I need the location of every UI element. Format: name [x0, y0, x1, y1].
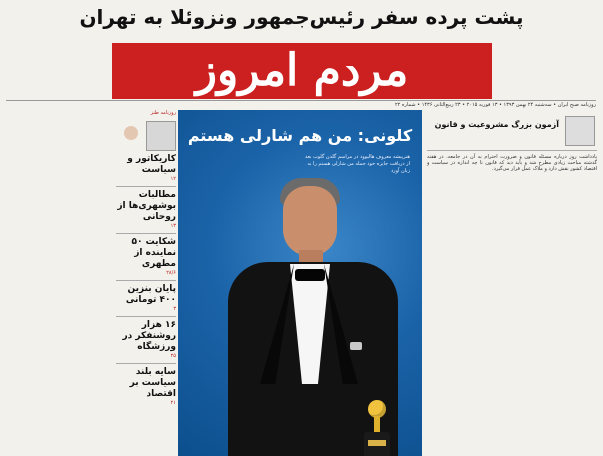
portrait-face — [124, 126, 138, 140]
left-section-label: روزنامه طنز — [150, 110, 176, 116]
masthead — [112, 43, 492, 99]
left-divider — [116, 186, 176, 187]
left-item — [116, 154, 176, 183]
left-item-title-0: کاریکاتور و سیاست — [127, 154, 176, 175]
left-divider — [116, 316, 176, 317]
left-item-kicker-0: ۱۲ — [170, 176, 176, 182]
left-item-title-3: پایان بنزین ۴۰۰ تومانی — [125, 284, 176, 305]
left-item-title-5: سایه بلند سیاست بر اقتصاد — [129, 367, 176, 399]
left-column — [116, 110, 176, 456]
left-item — [116, 284, 176, 313]
left-item-title-2: شکایت ۵۰ نماینده از مطهری — [131, 237, 176, 269]
hero-image — [178, 110, 422, 456]
right-body — [427, 154, 597, 172]
right-column — [427, 110, 597, 456]
lapel-pin-shape — [350, 342, 362, 350]
left-col-header — [116, 110, 176, 157]
left-section-photo — [116, 121, 176, 151]
left-divider — [116, 233, 176, 234]
right-body-text: یادداشت روز درباره مسئله قانون و ضرورت احترام به آن در جامعه. در هفته گذشته مباحث زیادی مطرح شد و باید دید که قانون تا چه اندازه در سیاست و اقتصاد کشور نقش دارد و ملاک عمل قرار می‌گیرد. — [427, 154, 597, 172]
right-title-wrap — [431, 120, 559, 130]
left-divider — [116, 363, 176, 364]
left-item — [116, 367, 176, 407]
face-shape — [283, 186, 337, 256]
portrait-image — [146, 121, 176, 151]
left-item-title-4: ۱۶ هزار روشنفکر در ورزشگاه — [122, 320, 176, 352]
left-item — [116, 237, 176, 277]
bowtie-shape — [295, 269, 325, 281]
left-item — [116, 190, 176, 230]
hero-headline: کلونی: من هم شارلی هستم — [187, 126, 413, 145]
trophy-plate — [368, 440, 386, 446]
right-title: آزمون بزرگ مشروعیت و قانون — [434, 120, 559, 129]
left-item — [116, 320, 176, 360]
left-items — [116, 154, 176, 407]
left-item-kicker-5: ۲۱ — [170, 400, 176, 406]
left-item-kicker-2: ۲۸/۶ — [166, 270, 176, 276]
trophy-icon — [358, 400, 398, 456]
top-headline: پشت پرده سفر رئیس‌جمهور ونزوئلا به تهران — [79, 5, 524, 29]
left-divider — [116, 280, 176, 281]
dateline: روزنامه صبح ایران • سه‌شنبه ۲۴ بهمن ۱۳۹۳ • ۱۳ فوریه ۲۰۱۵ • ۲۳ ربیع‌الثانی ۱۴۳۶ • شماره ۲۲ — [394, 102, 596, 108]
author-photo — [565, 116, 595, 146]
left-item-kicker-3: ۳ — [173, 306, 176, 312]
masthead-title: مردم امروز — [195, 45, 409, 96]
right-header — [427, 110, 597, 151]
left-item-kicker-4: ۲۵ — [170, 353, 176, 359]
hero-caption: هنرپیشه معروف هالیوود در مراسم گلدن گلوب بعد از دریافت جایزه خود جمله من شارلی هستم را به زبان آورد — [304, 154, 410, 174]
left-item-title-1: مطالبات بوشهری‌ها از روحانی — [117, 190, 176, 222]
left-item-kicker-1: ۱۳ — [170, 223, 176, 229]
